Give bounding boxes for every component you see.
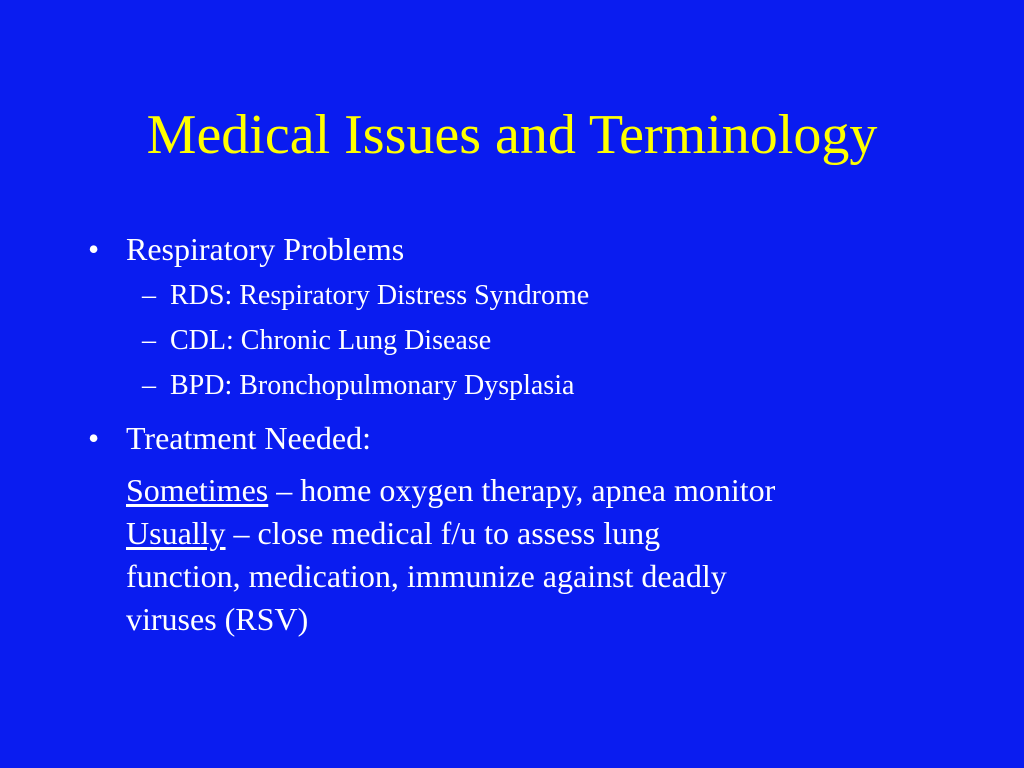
- subitem-bpd: [142, 369, 574, 403]
- dash-icon: –: [142, 325, 156, 356]
- subitem-cdl: [142, 324, 491, 358]
- bullet-text: Treatment Needed:: [126, 420, 371, 456]
- subitem-text: RDS: Respiratory Distress Syndrome: [170, 280, 590, 311]
- sometimes-label: Sometimes: [126, 472, 269, 508]
- bullet-text: Respiratory Problems: [126, 231, 405, 267]
- treatment-paragraph: [126, 469, 956, 641]
- treatment-line-4: viruses (RSV): [126, 601, 309, 637]
- sometimes-text: – home oxygen therapy, apnea monitor: [268, 472, 776, 508]
- usually-label: Usually: [126, 515, 226, 551]
- subitem-rds: [142, 279, 589, 313]
- bullet-respiratory-problems: [88, 229, 404, 269]
- bullet-dot-icon: •: [88, 231, 100, 267]
- dash-icon: –: [142, 280, 156, 311]
- usually-text: – close medical f/u to assess lung: [225, 515, 661, 551]
- subitem-text: BPD: Bronchopulmonary Dysplasia: [170, 370, 575, 401]
- bullet-dot-icon: •: [88, 420, 100, 456]
- bullet-treatment-needed: [88, 418, 371, 458]
- dash-icon: –: [142, 370, 156, 401]
- treatment-line-usually: [126, 512, 956, 555]
- subitem-text: CDL: Chronic Lung Disease: [170, 325, 492, 356]
- slide-title: Medical Issues and Terminology: [146, 104, 878, 166]
- treatment-line-3: function, medication, immunize against deadly: [126, 558, 727, 594]
- treatment-line-sometimes: [126, 469, 956, 512]
